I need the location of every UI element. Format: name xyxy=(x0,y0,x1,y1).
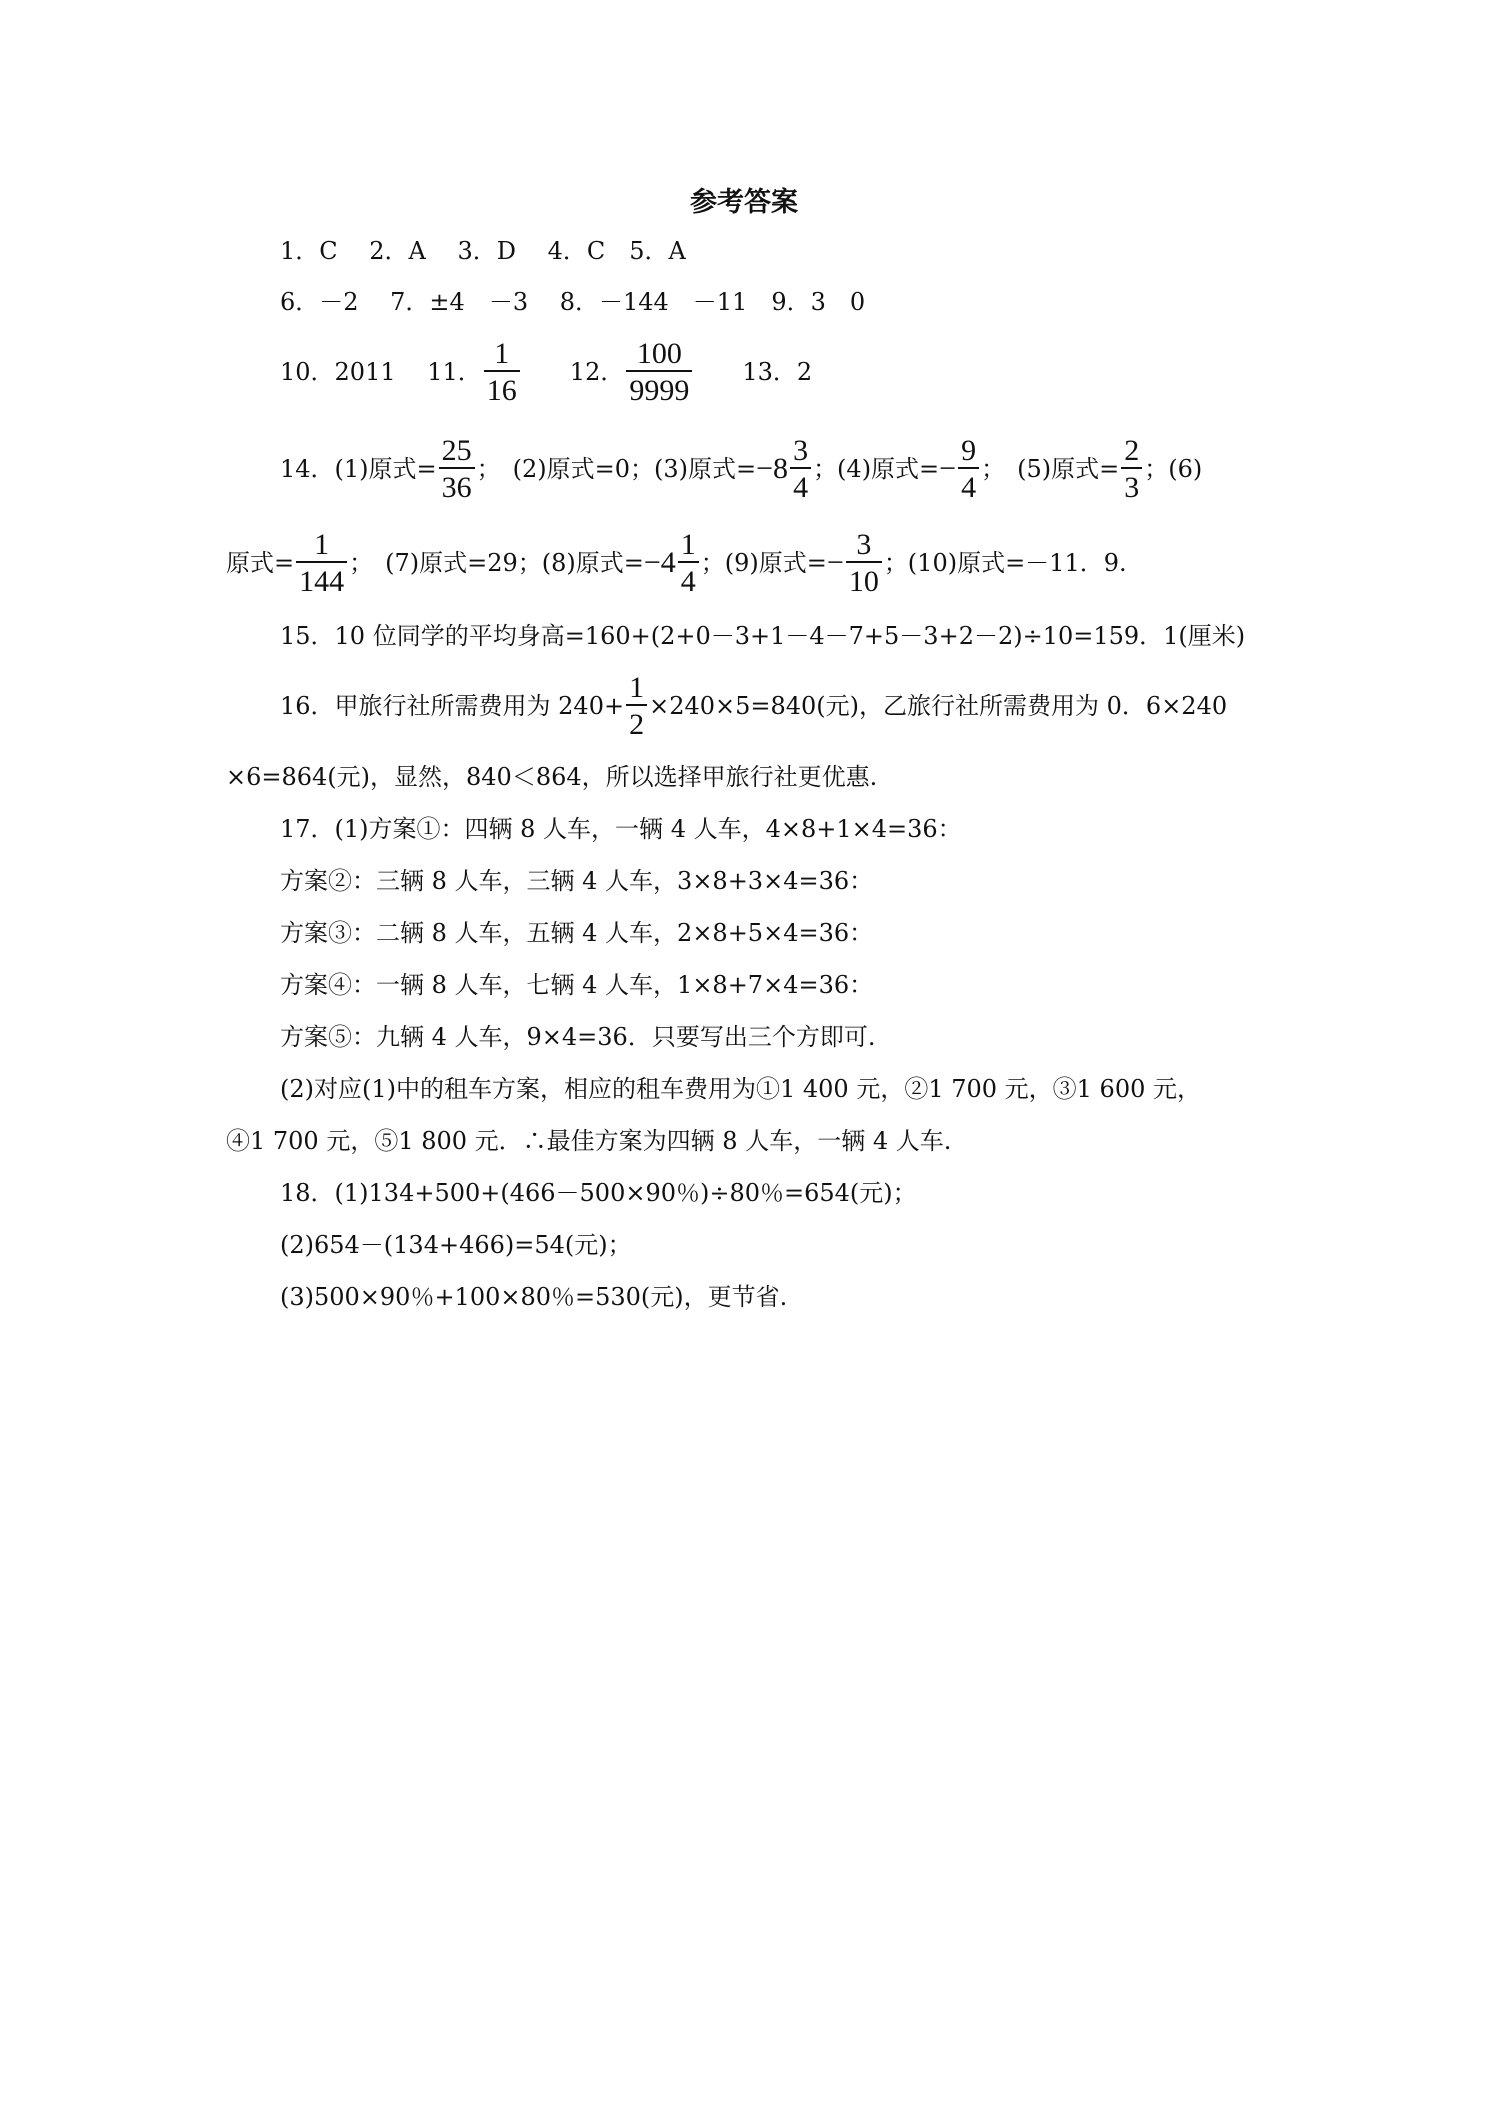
answer-line-14a: 14．(1)原式= $\frac{25}{36}$ ； (2)原式=0；(3)原式= −8 $\frac{3}{4}$ ；(4)原式= − $\frac{9}{4}$ ； (5)原式= $\frac{2}{3}$ ；(6) xyxy=(280,434,1203,504)
fraction: $\frac{2}{3}$ xyxy=(1121,434,1142,504)
answer-line-17-part2b: ④1 700 元，⑤1 800 元．∴最佳方案为四辆 8 人车，一辆 4 人车. xyxy=(226,1127,952,1155)
answer-line-6-9: 6．－2 7．±4 －3 8．－144 －11 9．3 0 xyxy=(280,288,866,316)
answer-line-14b: 原式= $\frac{1}{144}$ ； (7)原式=29；(8)原式= −4 $\frac{1}{4}$ ；(9)原式= − $\frac{3}{10}$ ；(10)原式=－11．9. xyxy=(226,528,1127,598)
answer-line-17-plan4: 方案④：一辆 8 人车，七辆 4 人车，1×8+7×4=36： xyxy=(280,971,874,999)
answer-line-18-part2: (2)654－(134+466)=54(元)； xyxy=(280,1231,632,1259)
mixed-number: −4 $\frac{1}{4}$ xyxy=(644,528,701,598)
mixed-number: −8 $\frac{3}{4}$ xyxy=(756,434,813,504)
answer-line-17-plan3: 方案③：二辆 8 人车，五辆 4 人车，2×8+5×4=36： xyxy=(280,919,874,947)
fraction: $\frac{25}{36}$ xyxy=(439,434,475,504)
answer-line-1-5: 1．C 2．A 3．D 4．C 5．A xyxy=(280,237,686,265)
fraction: $\frac{1}{2}$ xyxy=(626,671,647,741)
negative-fraction: − $\frac{3}{10}$ xyxy=(827,528,884,598)
answer-line-18-part1: 18．(1)134+500+(466－500×90％)÷80％=654(元)； xyxy=(280,1179,917,1207)
page-title: 参考答案 xyxy=(690,187,798,218)
answer-line-17-plan2: 方案②：三辆 8 人车，三辆 4 人车，3×8+3×4=36： xyxy=(280,867,874,895)
answer-line-16b: ×6=864(元)，显然，840＜864，所以选择甲旅行社更优惠. xyxy=(226,763,878,791)
fraction: $\frac{100}{9999}$ xyxy=(626,337,692,407)
answer-line-17-plan1: 17．(1)方案①：四辆 8 人车，一辆 4 人车，4×8+1×4=36： xyxy=(280,815,962,843)
answer-line-17-part2a: (2)对应(1)中的租车方案，相应的租车费用为①1 400 元，②1 700 元，③1 600 元， xyxy=(280,1075,1201,1103)
fraction: $\frac{1}{144}$ xyxy=(296,528,347,598)
answer-line-17-plan5: 方案⑤：九辆 4 人车，9×4=36．只要写出三个方即可. xyxy=(280,1023,876,1051)
fraction: $\frac{1}{16}$ xyxy=(484,337,520,407)
answer-line-15: 15．10 位同学的平均身高=160+(2+0－3+1－4－7+5－3+2－2)÷10=159．1(厘米) xyxy=(280,622,1246,650)
answer-line-10-13: 10．2011 11． $\frac{1}{16}$ 12． $\frac{100}{9999}$ 13．2 xyxy=(280,337,813,407)
negative-fraction: − $\frac{9}{4}$ xyxy=(939,434,981,504)
answer-line-18-part3: (3)500×90％+100×80％=530(元)，更节省. xyxy=(280,1283,788,1311)
answer-line-16a: 16．甲旅行社所需费用为 240+ $\frac{1}{2}$ ×240×5=840(元)，乙旅行社所需费用为 0．6×240 xyxy=(280,671,1228,741)
